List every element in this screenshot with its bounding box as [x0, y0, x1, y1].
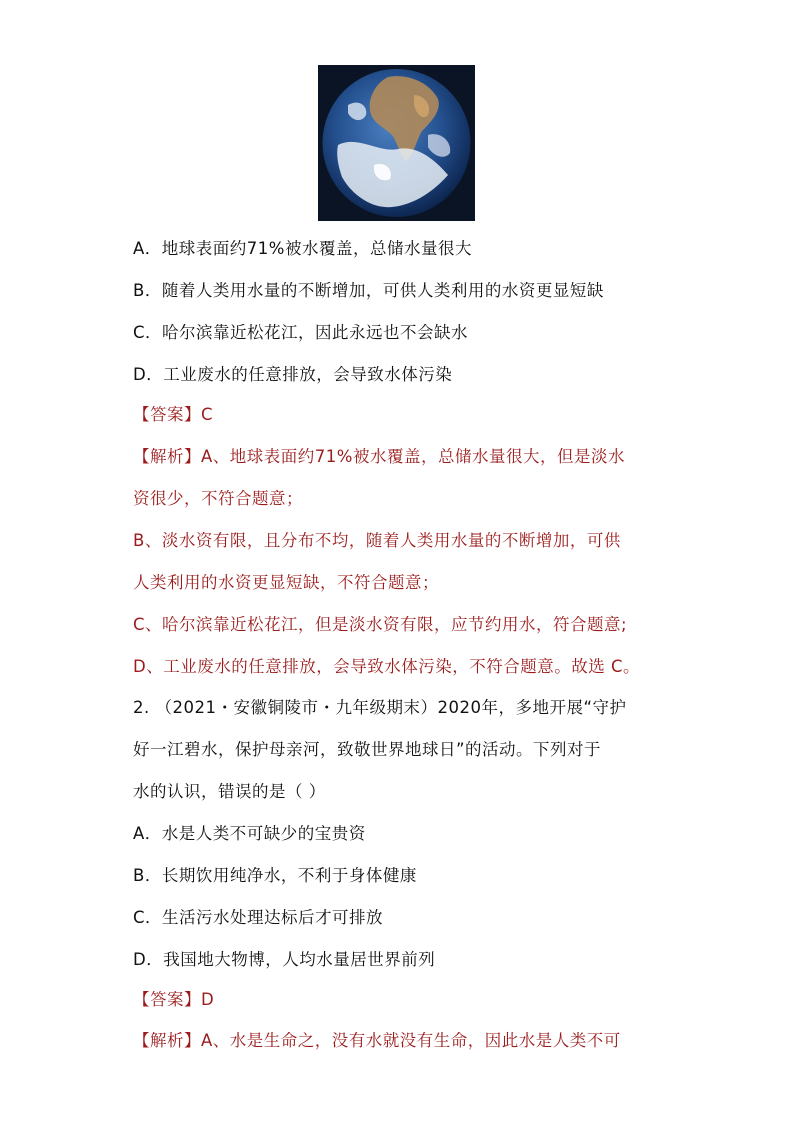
q1-analysis-line-5: C、哈尔滨靠近松花江，但是淡水资有限，应节约用水，符合题意; [133, 615, 628, 634]
q1-analysis-line-6: D、工业废水的任意排放，会导致水体污染，不符合题意。故选 C。 [133, 657, 640, 676]
q1-answer [133, 404, 213, 426]
answer-value: D [201, 990, 215, 1009]
earth-image [318, 65, 475, 221]
q1-analysis-line-2: 资很少，不符合题意； [133, 489, 303, 508]
q1-option-b: B．随着人类用水量的不断增加，可供人类利用的水资更显短缺 [133, 281, 604, 300]
answer-tag: 【答案】 [133, 405, 201, 424]
q1-option-d: D．工业废水的任意排放，会导致水体污染 [133, 365, 453, 384]
answer-tag: 【答案】 [133, 990, 201, 1009]
q1-option-c: C．哈尔滨靠近松花江，因此永远也不会缺水 [133, 323, 469, 342]
q2-stem-line-2: 好一江碧水，保护母亲河，致敬世界地球日”的活动。下列对于 [133, 740, 602, 759]
q1-option-a: A．地球表面约71%被水覆盖，总储水量很大 [133, 239, 472, 258]
q2-option-c: C．生活污水处理达标后才可排放 [133, 908, 384, 927]
q1-analysis-line-3: B、淡水资有限，且分布不均，随着人类用水量的不断增加，可供 [133, 531, 621, 550]
q1-analysis-line-4: 人类利用的水资更显短缺，不符合题意； [133, 573, 439, 592]
q2-answer [133, 989, 214, 1011]
q2-stem-line-3: 水的认识，错误的是（ ） [133, 782, 326, 801]
q1-analysis-line-1: 【解析】A、地球表面约71%被水覆盖，总储水量很大，但是淡水 [133, 447, 625, 466]
q2-analysis-line-1: 【解析】A、水是生命之，没有水就没有生命，因此水是人类不可 [133, 1031, 621, 1050]
analysis-tag: 【解析】 [133, 1031, 201, 1050]
analysis-tag: 【解析】 [133, 447, 201, 466]
q2-option-a: A．水是人类不可缺少的宝贵资 [133, 824, 366, 843]
q2-stem-line-1: 2. （2021・安徽铜陵市・九年级期末）2020年，多地开展“守护 [133, 698, 627, 717]
answer-value: C [201, 405, 214, 424]
q2-option-b: B．长期饮用纯净水，不利于身体健康 [133, 866, 417, 885]
q2-option-d: D．我国地大物博，人均水量居世界前列 [133, 950, 436, 969]
